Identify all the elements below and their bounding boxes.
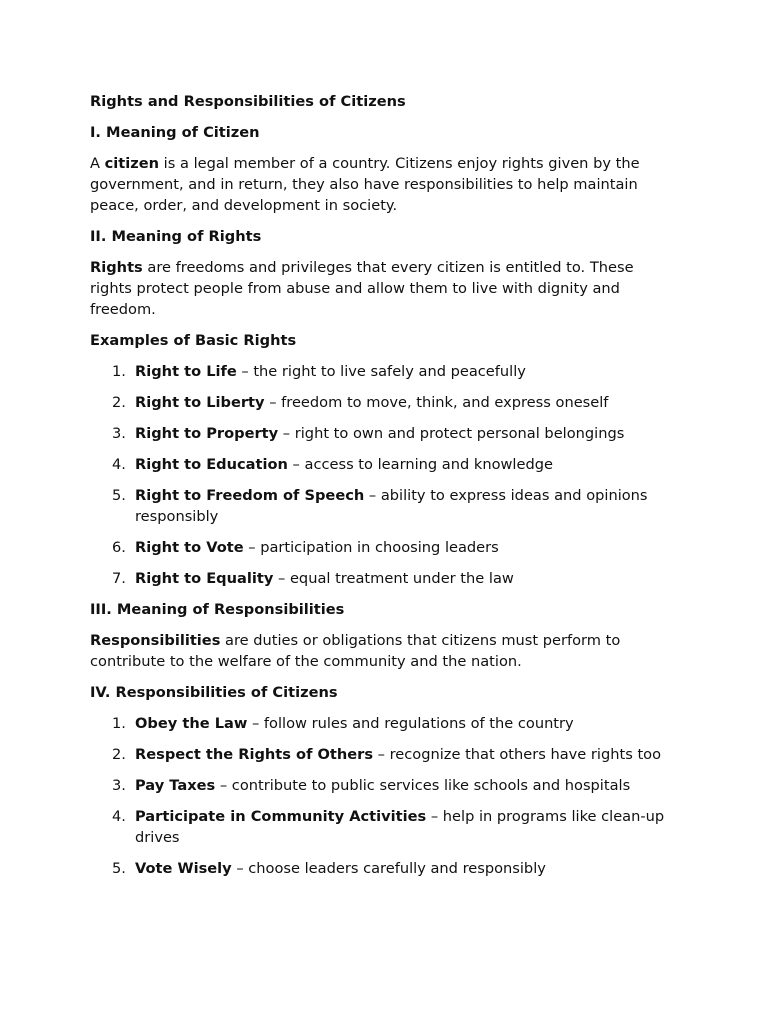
list-item [90,858,670,879]
list-item [90,775,670,796]
rights-definition [90,257,670,320]
list-item [90,537,670,558]
list-item [90,806,670,848]
item-description: – equal treatment under the law [273,570,514,587]
list-number: 3. [112,777,126,794]
list-number: 7. [112,570,126,587]
item-description: – follow rules and regulations of the country [247,715,574,732]
list-number: 6. [112,539,126,556]
citizen-definition-text: is a legal member of a country. Citizens enjoy rights given by the government, and in return, they also have responsibilities to help maintain peace, order, and development in society. [90,155,640,214]
list-item [90,392,670,413]
item-description: – freedom to move, think, and express oneself [264,394,609,411]
item-title: Respect the Rights of Others [135,746,374,763]
list-number: 4. [112,456,126,473]
list-number: 5. [112,860,126,877]
section-heading-citizen: I. Meaning of Citizen [90,124,260,141]
list-item [90,568,670,589]
item-description: – recognize that others have rights too [373,746,662,763]
section-heading-responsibilities: III. Meaning of Responsibilities [90,601,345,618]
list-number: 1. [112,363,126,380]
item-description: – help in programs like clean-up drives [135,808,665,846]
list-number: 2. [112,394,126,411]
list-item [90,485,670,527]
list-item [90,361,670,382]
section-heading-rights: II. Meaning of Rights [90,228,262,245]
item-description: – access to learning and knowledge [287,456,553,473]
section-heading-citizen-responsibilities: IV. Responsibilities of Citizens [90,684,338,701]
item-title: Right to Vote [135,539,244,556]
item-title: Right to Liberty [135,394,265,411]
list-item [90,423,670,444]
responsibilities-list [90,713,670,879]
document-page [90,91,670,889]
citizen-definition-pre: A [90,155,105,172]
document-title: Rights and Responsibilities of Citizens [90,93,406,110]
list-item [90,744,670,765]
responsibilities-definition [90,630,670,672]
rights-term: Rights [90,259,143,276]
item-title: Participate in Community Activities [135,808,427,825]
citizen-definition [90,153,670,216]
list-number: 5. [112,487,126,504]
item-description: – the right to live safely and peacefully [236,363,526,380]
list-item [90,713,670,734]
item-description: – participation in choosing leaders [243,539,499,556]
list-number: 2. [112,746,126,763]
item-title: Right to Freedom of Speech [135,487,365,504]
item-title: Right to Equality [135,570,274,587]
citizen-term: citizen [104,155,160,172]
item-title: Vote Wisely [135,860,232,877]
item-title: Obey the Law [135,715,248,732]
list-number: 3. [112,425,126,442]
item-description: – right to own and protect personal belongings [278,425,625,442]
list-number: 1. [112,715,126,732]
responsibilities-term: Responsibilities [90,632,221,649]
rights-definition-text: are freedoms and privileges that every citizen is entitled to. These rights protect people from abuse and allow them to live with dignity and freedom. [90,259,634,318]
examples-heading: Examples of Basic Rights [90,332,297,349]
rights-list [90,361,670,589]
item-description: – ability to express ideas and opinions responsibly [135,487,648,525]
responsibilities-definition-text: are duties or obligations that citizens must perform to contribute to the welfare of the community and the nation. [90,632,621,670]
item-title: Right to Property [135,425,279,442]
item-title: Pay Taxes [135,777,216,794]
item-description: – choose leaders carefully and responsibly [231,860,546,877]
list-item [90,454,670,475]
item-title: Right to Life [135,363,237,380]
list-number: 4. [112,808,126,825]
item-description: – contribute to public services like schools and hospitals [215,777,631,794]
item-title: Right to Education [135,456,288,473]
